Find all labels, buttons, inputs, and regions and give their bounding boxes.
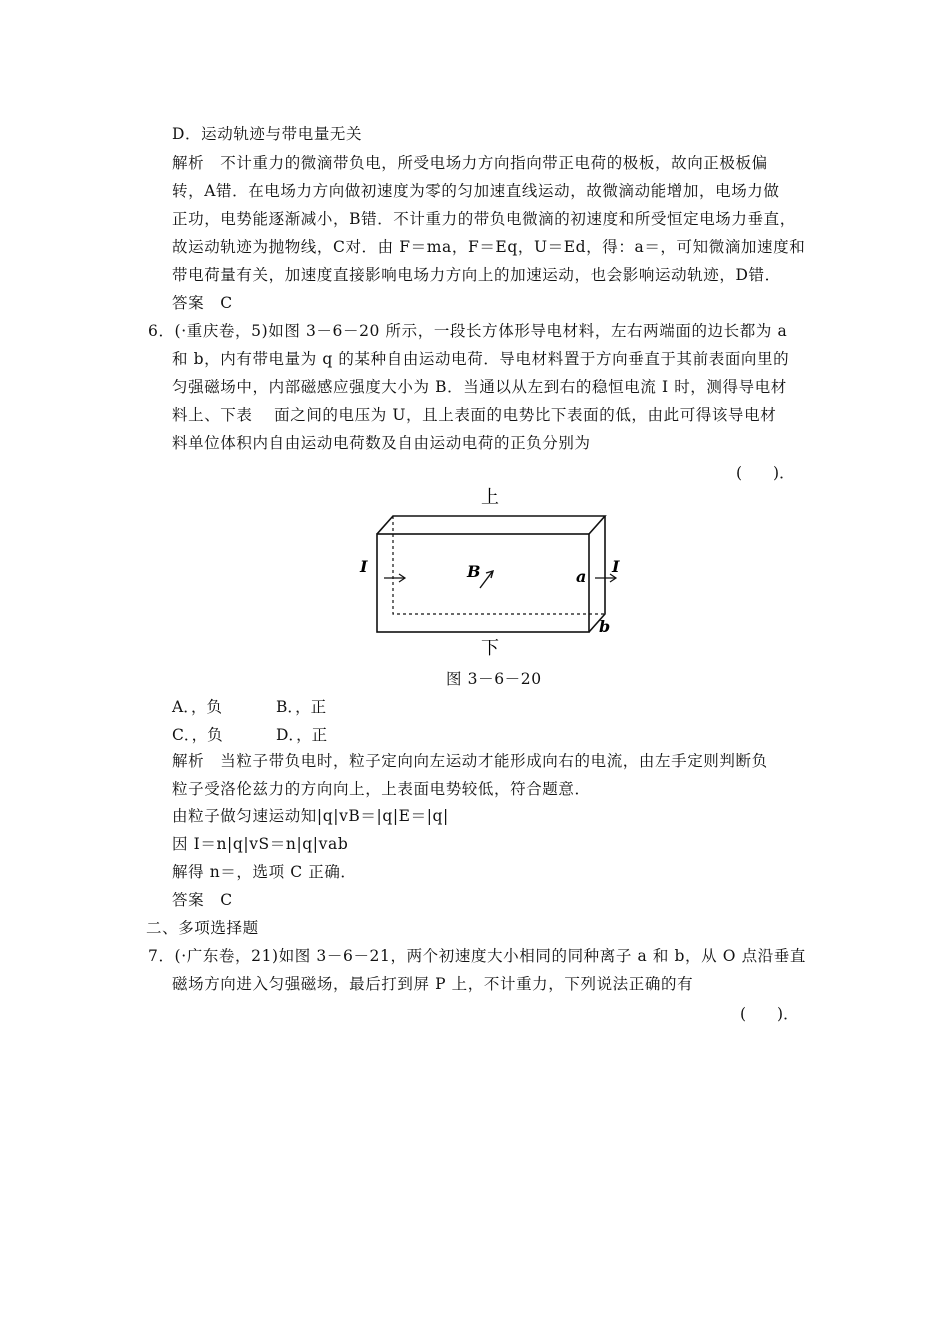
label-I-right: I bbox=[612, 557, 620, 576]
hidden-edges bbox=[393, 516, 605, 614]
label-a: a bbox=[576, 567, 587, 586]
answer-parentheses: ( )． bbox=[736, 464, 795, 482]
analysis-line: 解得 n＝，选项 C 正确． bbox=[172, 863, 357, 881]
analysis-line: 带电荷量有关，加速度直接影响电场力方向上的加速运动，也会影响运动轨迹，D错． bbox=[172, 266, 781, 284]
option-a: A．，负 bbox=[172, 698, 222, 716]
question-6-line: 料单位体积内自由运动电荷数及自由运动电荷的正负分别为 bbox=[172, 434, 591, 452]
label-top: 上 bbox=[481, 487, 499, 508]
top-face bbox=[377, 516, 605, 534]
question-6-line: 料上、下表 面之间的电压为 U，且上表面的电势比下表面的低，由此可得该导电材 bbox=[172, 406, 777, 424]
analysis-line: 由粒子做匀速运动知|q|vB＝|q|E＝|q| bbox=[172, 807, 449, 825]
option-c: C．，负 bbox=[172, 726, 223, 744]
figure-caption: 图 3－6－20 bbox=[446, 670, 542, 688]
answer-parentheses: ( )． bbox=[740, 1005, 799, 1023]
analysis-line: 正功，电势能逐渐减小，B错．不计重力的带负电微滴的初速度和所受恒定电场力垂直， bbox=[172, 210, 796, 228]
analysis-line: 转，A错．在电场力方向做初速度为零的匀加速直线运动，故微滴动能增加，电场力做 bbox=[172, 182, 780, 200]
question-6-line: 和 b，内有带电量为 q 的某种自由运动电荷．导电材料置于方向垂直于其前表面向里的 bbox=[172, 350, 790, 368]
label-B: B bbox=[467, 562, 481, 581]
option-b: B．，正 bbox=[276, 698, 327, 716]
answer-text: 答案 C bbox=[172, 891, 233, 909]
figure-3-6-20 bbox=[350, 484, 630, 660]
analysis-line: 粒子受洛伦兹力的方向向上，上表面电势较低，符合题意． bbox=[172, 780, 591, 798]
analysis-line: 解析 当粒子带负电时，粒子定向向左运动才能形成向右的电流，由左手定则判断负 bbox=[172, 752, 768, 770]
answer-text: 答案 C bbox=[172, 294, 233, 312]
analysis-line: 因 I＝n|q|vS＝n|q|vab bbox=[172, 835, 349, 853]
question-6-line: 6．(·重庆卷，5)如图 3－6－20 所示，一段长方体形导电材料，左右两端面的边长都为 a bbox=[148, 322, 788, 340]
option-d: D．，正 bbox=[276, 726, 328, 744]
question-7-line: 磁场方向进入匀强磁场，最后打到屏 P 上，不计重力，下列说法正确的有 bbox=[172, 975, 694, 993]
label-I-left: I bbox=[360, 557, 368, 576]
label-b: b bbox=[599, 617, 611, 636]
analysis-line: 解析 不计重力的微滴带负电，所受电场力方向指向带正电荷的极板，故向正极板偏 bbox=[172, 154, 768, 172]
question-6-line: 匀强磁场中，内部磁感应强度大小为 B．当通以从左到右的稳恒电流 I 时，测得导电材 bbox=[172, 378, 787, 396]
label-bottom: 下 bbox=[481, 638, 499, 659]
question-7-line: 7．(·广东卷，21)如图 3－6－21，两个初速度大小相同的同种离子 a 和 b，从 O 点沿垂直 bbox=[148, 947, 806, 965]
option-d-text: D．运动轨迹与带电量无关 bbox=[172, 125, 363, 143]
analysis-line: 故运动轨迹为抛物线，C对．由 F＝ma，F＝Eq，U＝Ed，得：a＝，可知微滴加速度和 bbox=[172, 238, 806, 256]
section-heading: 二、多项选择题 bbox=[146, 919, 259, 937]
